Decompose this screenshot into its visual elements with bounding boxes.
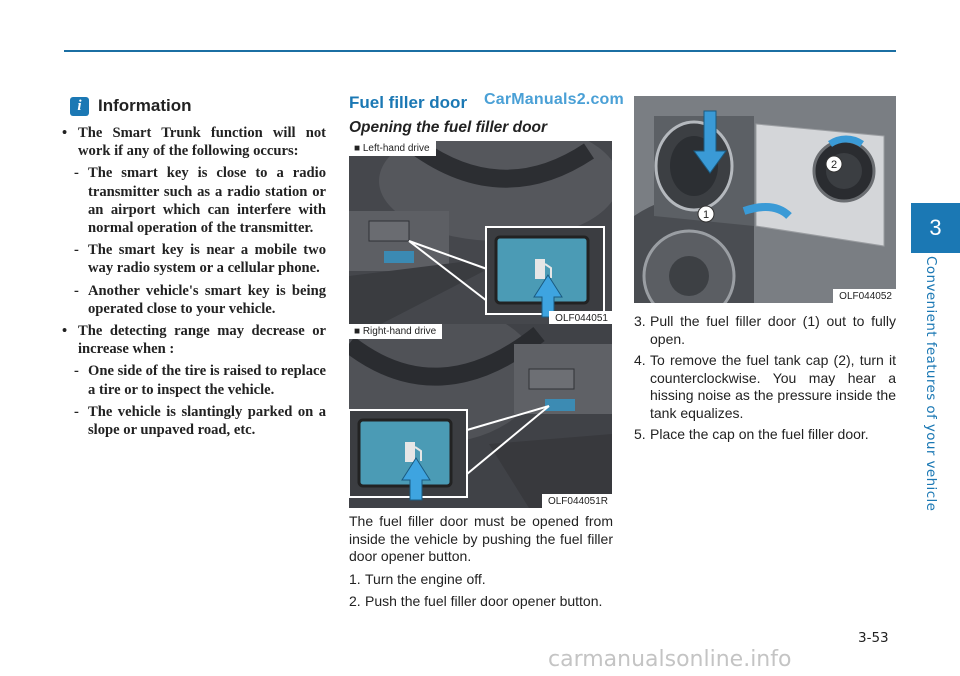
callout-2: 2 bbox=[830, 159, 838, 171]
figure-fuel-cap bbox=[634, 96, 896, 303]
info-header bbox=[70, 96, 192, 116]
info-icon: i bbox=[70, 97, 89, 116]
step-item: 2. Push the fuel filler door opener button. bbox=[349, 593, 603, 609]
step-item: 5. Place the cap on the fuel filler door. bbox=[634, 426, 869, 442]
dashboard-rhd-illustration bbox=[349, 324, 612, 508]
watermark-top-link[interactable]: CarManuals2.com bbox=[484, 91, 624, 108]
chapter-title: Convenient features of your vehicle bbox=[923, 256, 939, 512]
info-bullet: • The Smart Trunk function will not work if any of the following occurs: bbox=[62, 125, 326, 160]
info-subitem: - The vehicle is slantingly parked on a slope or unpaved road, etc. bbox=[74, 403, 326, 439]
body-column-right bbox=[634, 309, 896, 444]
footer-watermark-link[interactable]: carmanualsonline.info bbox=[548, 647, 792, 672]
header-rule bbox=[64, 50, 896, 52]
info-bullet: • The detecting range may decrease or increase when : bbox=[62, 323, 326, 358]
figure-label: ■ Left-hand drive bbox=[349, 141, 436, 156]
figure-left-hand-drive bbox=[349, 141, 612, 325]
step-item: 1. Turn the engine off. bbox=[349, 570, 486, 587]
section-subtitle: Opening the fuel filler door bbox=[349, 119, 548, 136]
chapter-tab: 3 bbox=[911, 203, 960, 253]
callout-1: 1 bbox=[702, 209, 710, 221]
figure-code: OLF044052 bbox=[833, 289, 896, 303]
dashboard-lhd-illustration bbox=[349, 141, 612, 325]
figure-label: ■ Right-hand drive bbox=[349, 324, 442, 339]
figure-code: OLF044051R bbox=[542, 494, 612, 508]
info-list bbox=[62, 124, 326, 443]
page-number: 3-53 bbox=[858, 630, 889, 646]
intro-paragraph: The fuel filler door must be opened from inside the vehicle by pushing the fuel filler door opener button. bbox=[349, 513, 613, 564]
section-title: Fuel filler door bbox=[349, 93, 468, 112]
fuel-cap-illustration bbox=[634, 96, 896, 303]
info-subitem: - Another vehicle's smart key is being operated close to your vehicle. bbox=[74, 282, 326, 317]
info-title: Information bbox=[98, 96, 192, 115]
chapter-title-vertical bbox=[921, 256, 943, 512]
figure-right-hand-drive bbox=[349, 324, 612, 508]
info-subitem: - The smart key is close to a radio transmitter such as a radio station or an airport which can interfere with normal operation of the transmitter. bbox=[74, 165, 326, 237]
figure-code: OLF044051 bbox=[549, 311, 612, 325]
info-subitem: - The smart key is near a mobile two way radio system or a cellular phone. bbox=[74, 242, 326, 277]
step-item: 3. Pull the fuel filler door (1) out to fully open. bbox=[634, 313, 896, 347]
info-subitem: - One side of the tire is raised to replace a tire or to inspect the vehicle. bbox=[74, 363, 326, 398]
step-item: 4. To remove the fuel tank cap (2), turn it counterclockwise. You may hear a hissing noise as the pressure inside the tank equalizes. bbox=[634, 352, 896, 421]
body-column-middle bbox=[349, 513, 613, 611]
